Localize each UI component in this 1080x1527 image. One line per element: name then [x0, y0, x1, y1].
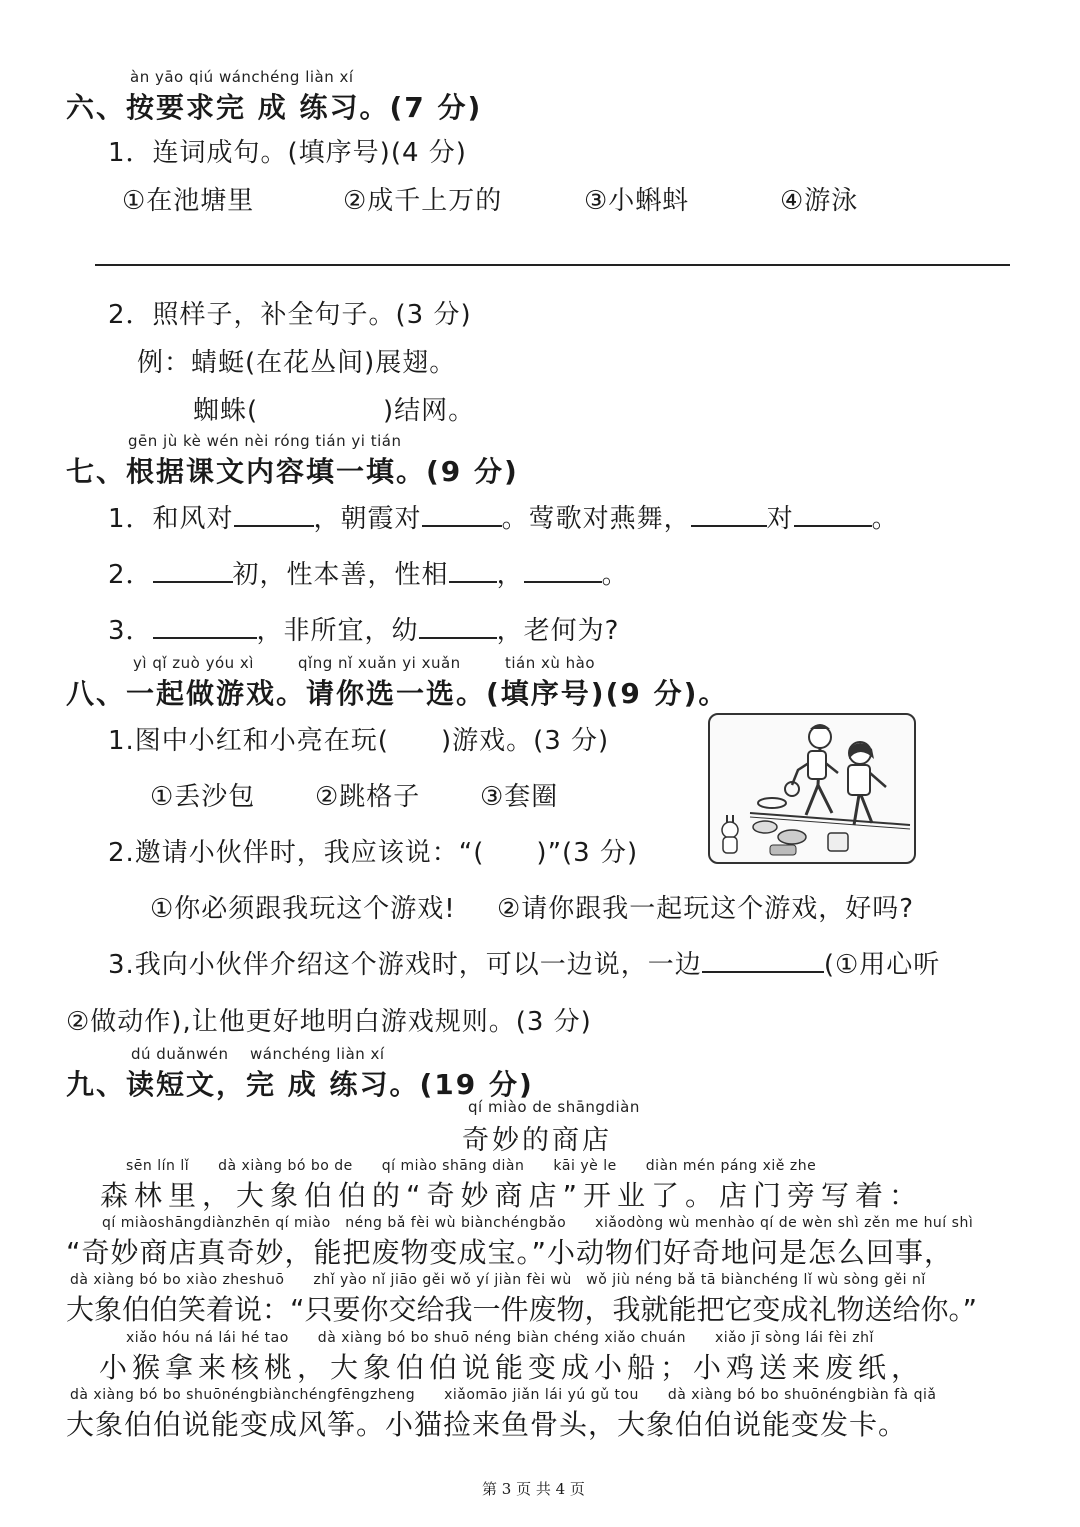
- s7-title: 七、根据课文内容填一填。(9 分): [66, 455, 519, 488]
- s7-q3-blank-2[interactable]: [419, 615, 497, 639]
- story-line-4-pinyin: xiǎo hóu ná lái hé tao dà xiàng bó bo shuō néng biàn chéng xiǎo chuán xiǎo jī sòng lái fèi zhǐ: [126, 1330, 874, 1346]
- story-line-5: 大象伯伯说能变成风筝。小猫捡来鱼骨头，大象伯伯说能变发卡。: [66, 1408, 908, 1441]
- s6-pinyin: àn yāo qiú wánchéng liàn xí: [130, 68, 354, 86]
- story-line-3-pinyin: dà xiàng bó bo xiào zheshuō zhǐ yào nǐ jiāo gěi wǒ yí jiàn fèi wù wǒ jiù néng bǎ tā biànchéng lǐ wù sòng gěi nǐ: [70, 1272, 926, 1288]
- s6-q1-word-4: ④游泳: [780, 186, 859, 216]
- s8-q1-option-1: ①丢沙包: [150, 782, 256, 812]
- s8-q3-blank[interactable]: [702, 949, 824, 973]
- s6-q2-blank[interactable]: [262, 388, 377, 422]
- s6-q2-example: 例：蜻蜓(在花丛间)展翅。: [137, 348, 457, 378]
- story-title-pinyin: qí miào de shāngdiàn: [468, 1098, 640, 1116]
- s6-q1-answer-line[interactable]: [95, 264, 1010, 266]
- s7-pinyin: gēn jù kè wén nèi róng tián yi tián: [128, 432, 402, 450]
- s9-pinyin-2: wánchéng liàn xí: [250, 1045, 385, 1063]
- s7-q3-line: 3． ，非所宜，幼 ，老何为?: [108, 616, 620, 646]
- story-title: 奇妙的商店: [462, 1125, 612, 1156]
- s8-q3-line-2: ②做动作),让他更好地明白游戏规则。(3 分): [66, 1007, 592, 1037]
- s8-q2-option-1: ①你必须跟我玩这个游戏!: [150, 894, 456, 924]
- story-line-2: “奇妙商店真奇妙，能把废物变成宝。”小动物们好奇地问是怎么回事，: [66, 1236, 954, 1269]
- s6-q1-word-1: ①在池塘里: [122, 186, 255, 216]
- s6-q2-fill-left: 蜘蛛(: [193, 396, 259, 426]
- s7-q1-line: 1．和风对 ，朝霞对 。莺歌对燕舞， 对 。: [108, 504, 899, 534]
- s8-pinyin-2: qǐng nǐ xuǎn yi xuǎn: [298, 654, 461, 672]
- children-playing-image: [710, 715, 914, 862]
- s7-q3-blank-1[interactable]: [153, 615, 257, 639]
- s6-title: 六、按要求完 成 练习。(7 分): [66, 91, 483, 124]
- s7-q2-blank-1[interactable]: [153, 559, 233, 583]
- s7-q1-blank-3[interactable]: [691, 503, 767, 527]
- s9-pinyin-1: dú duǎnwén: [131, 1045, 229, 1063]
- s6-q1-word-3: ③小蝌蚪: [584, 186, 690, 216]
- s7-q1-blank-4[interactable]: [794, 503, 872, 527]
- s8-title: 八、一起做游戏。请你选一选。(填序号)(9 分)。: [66, 677, 729, 710]
- s7-q1-blank-2[interactable]: [422, 503, 502, 527]
- page-number: 第 3 页 共 4 页: [482, 1480, 585, 1498]
- s6-q2-fill-right: )结网。: [383, 396, 476, 426]
- story-line-1: 森林里，大象伯伯的“奇妙商店”开业了。店门旁写着：: [66, 1179, 924, 1212]
- s9-title: 九、读短文，完 成 练习。(19 分): [66, 1068, 534, 1101]
- s8-q1-option-3: ③套圈: [480, 782, 559, 812]
- s8-q2-option-2: ②请你跟我一起玩这个游戏，好吗?: [497, 894, 915, 924]
- story-line-2-pinyin: qí miàoshāngdiànzhēn qí miào néng bǎ fèi wù biànchéngbǎo xiǎodòng wù menhào qí de wèn shì zěn me huí shì: [102, 1215, 974, 1231]
- story-line-1-pinyin: sēn lín lǐ dà xiàng bó bo de qí miào shāng diàn kāi yè le diàn mén páng xiě zhe: [126, 1158, 817, 1174]
- s8-q1-option-2: ②跳格子: [315, 782, 421, 812]
- s7-q2-blank-3[interactable]: [524, 559, 602, 583]
- story-line-3: 大象伯伯笑着说：“只要你交给我一件废物，我就能把它变成礼物送给你。”: [66, 1293, 978, 1326]
- s8-q2-prompt: 2.邀请小伙伴时，我应该说：“( )”(3 分): [108, 838, 639, 868]
- s7-q2-line: 2． 初，性本善，性相 ， 。: [108, 560, 629, 590]
- s6-q2-prompt: 2．照样子，补全句子。(3 分): [108, 300, 472, 330]
- s7-q2-blank-2[interactable]: [449, 559, 497, 583]
- s6-q1-prompt: 1．连词成句。(填序号)(4 分): [108, 138, 467, 168]
- s7-q1-blank-1[interactable]: [234, 503, 314, 527]
- game-illustration: [708, 713, 916, 864]
- story-line-4: 小猴拿来核桃，大象伯伯说能变成小船；小鸡送来废纸，: [66, 1351, 925, 1384]
- story-line-5-pinyin: dà xiàng bó bo shuōnéngbiànchéngfēngzheng xiǎomāo jiǎn lái yú gǔ tou dà xiàng bó bo shuōnéngbiàn fà qiǎ: [70, 1387, 937, 1403]
- s6-q1-word-2: ②成千上万的: [343, 186, 503, 216]
- s8-q1-prompt: 1.图中小红和小亮在玩( )游戏。(3 分): [108, 726, 610, 756]
- s8-pinyin-1: yì qǐ zuò yóu xì: [133, 654, 254, 672]
- s8-q3-line-1: 3.我向小伙伴介绍这个游戏时，可以一边说，一边 (①用心听: [108, 950, 941, 980]
- s8-pinyin-3: tián xù hào: [505, 654, 596, 672]
